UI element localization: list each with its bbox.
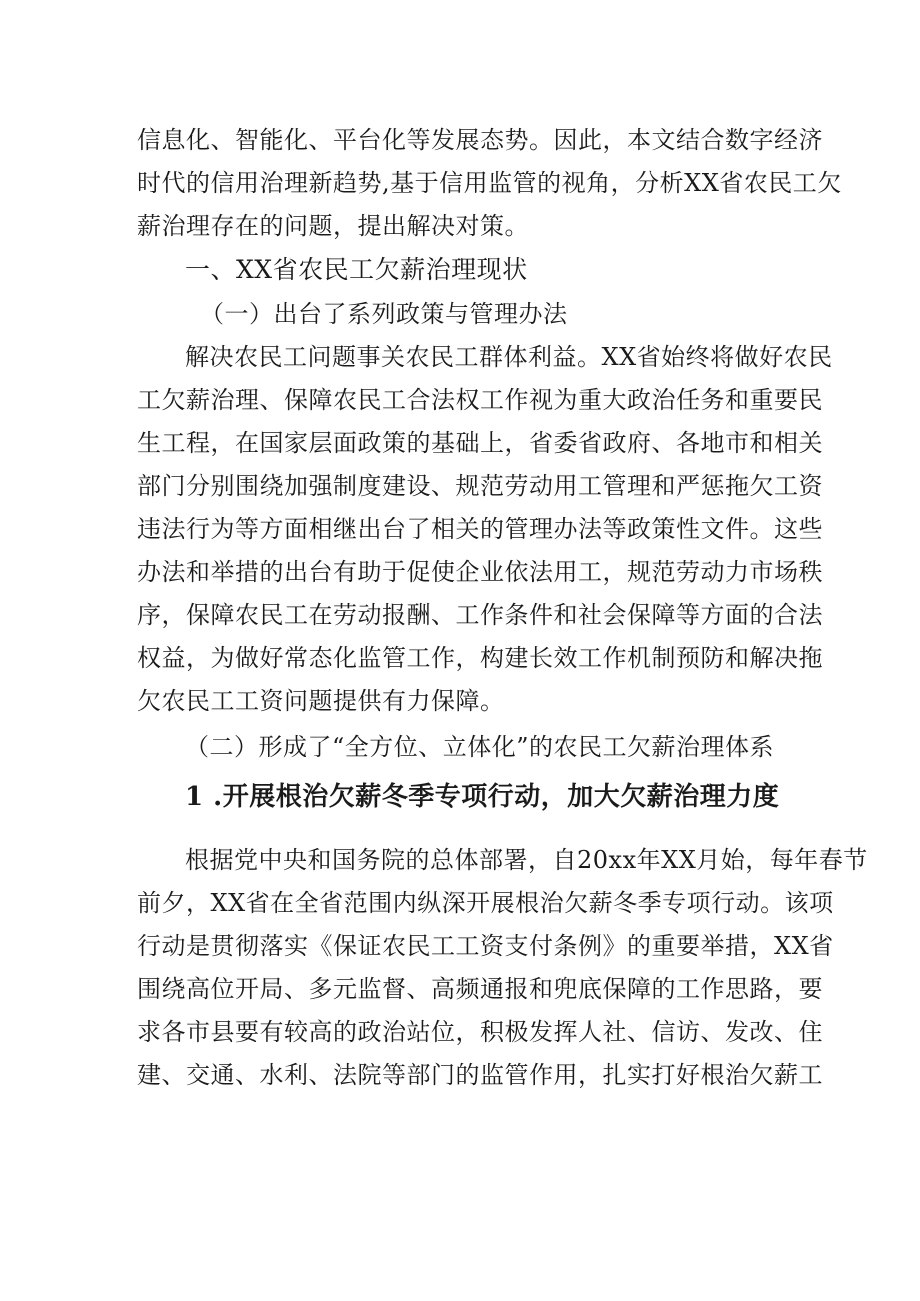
para-1-line-7: 序，保障农民工在劳动报酬、工作条件和社会保障等方面的合法: [137, 601, 823, 629]
para-2-line-2: 前夕，XX省在全省范围内纵深开展根治欠薪冬季专项行动。该项: [137, 889, 834, 917]
para-1-line-8: 权益，为做好常态化监管工作，构建长效工作机制预防和解决拖: [137, 644, 823, 672]
para-1-line-6: 办法和举措的出台有助于促使企业依法用工，规范劳动力市场秩: [137, 558, 823, 586]
para-2-line-4: 围绕高位开局、多元监督、高频通报和兜底保障的工作思路，要: [137, 975, 823, 1003]
section-1-heading: 一、XX省农民工欠薪治理现状: [185, 255, 528, 284]
item-1-heading: 1 .开展根治欠薪冬季专项行动，加大欠薪治理力度: [185, 782, 780, 812]
intro-line-3: 薪治理存在的问题，提出解决对策。: [137, 212, 529, 240]
para-1-line-9: 欠农民工工资问题提供有力保障。: [137, 687, 505, 715]
subsection-1-heading: （一）出台了系列政策与管理办法: [200, 300, 568, 328]
para-2-line-1: 根据党中央和国务院的总体部署，自20xx年XX月始，每年春节: [185, 846, 868, 874]
para-2-line-5: 求各市县要有较高的政治站位，积极发挥人社、信访、发改、住: [137, 1018, 823, 1046]
para-1-line-3: 生工程，在国家层面政策的基础上，省委省政府、各地市和相关: [137, 429, 823, 457]
para-1-line-2: 工欠薪治理、保障农民工合法权工作视为重大政治任务和重要民: [137, 386, 823, 414]
para-1-line-4: 部门分别围绕加强制度建设、规范劳动用工管理和严惩拖欠工资: [137, 472, 823, 500]
para-2-line-3: 行动是贯彻落实《保证农民工工资支付条例》的重要举措，XX省: [137, 932, 834, 960]
intro-line-1: 信息化、智能化、平台化等发展态势。因此，本文结合数字经济: [137, 126, 823, 154]
subsection-2-heading: （二）形成了“全方位、立体化”的农民工欠薪治理体系: [185, 733, 775, 761]
para-1-line-1: 解决农民工问题事关农民工群体利益。XX省始终将做好农民: [185, 343, 833, 371]
para-1-line-5: 违法行为等方面相继出台了相关的管理办法等政策性文件。这些: [137, 515, 823, 543]
para-2-line-6: 建、交通、水利、法院等部门的监管作用，扎实打好根治欠薪工: [137, 1061, 823, 1089]
intro-line-2: 时代的信用治理新趋势,基于信用监管的视角，分析XX省农民工欠: [137, 169, 842, 197]
